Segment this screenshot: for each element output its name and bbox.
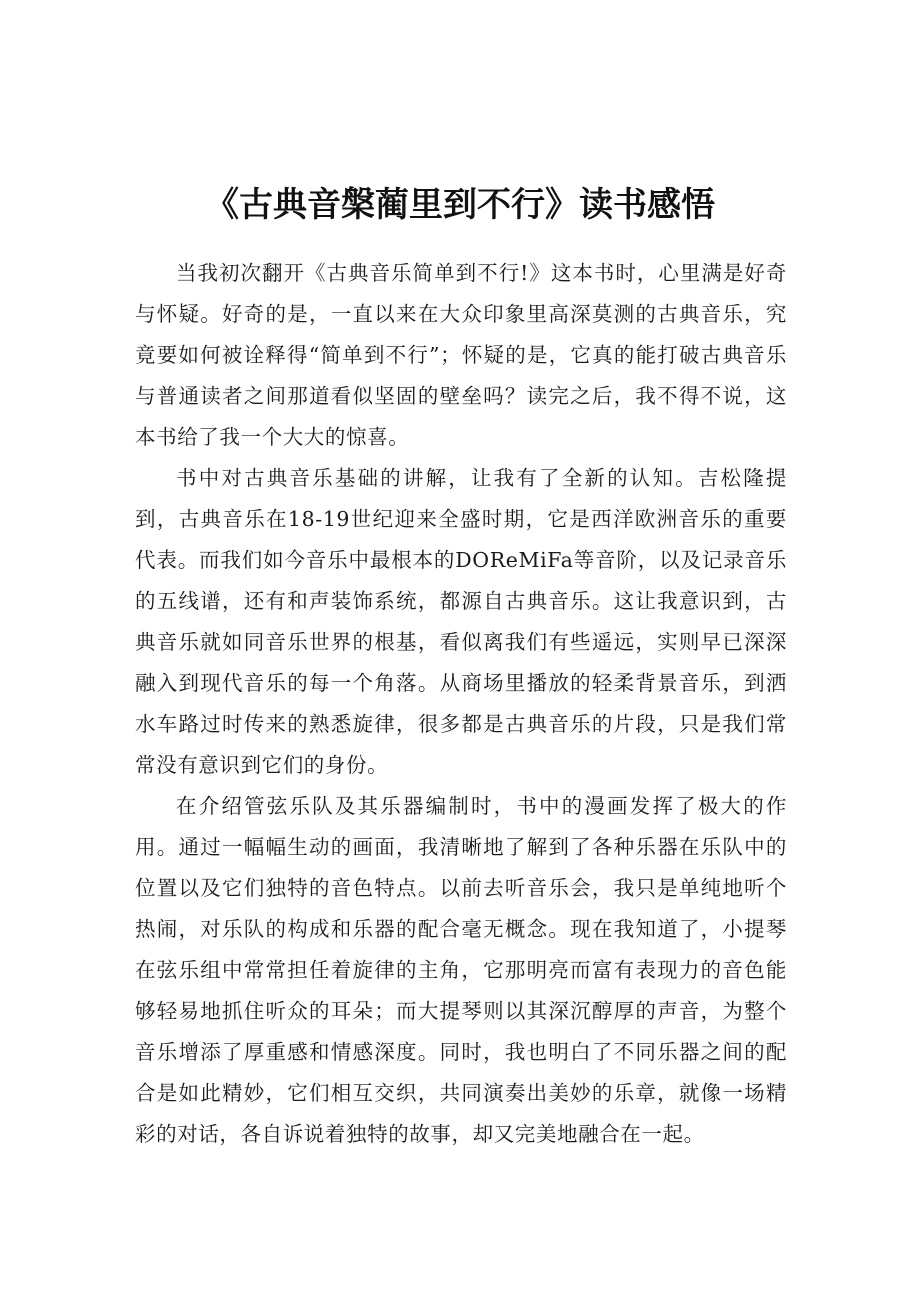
paragraph-2: 书中对古典音乐基础的讲解，让我有了全新的认知。吉松隆提到，古典音乐在18-19世纪迎来全盛时期，它是西洋欧洲音乐的重要代表。而我们如今音乐中最根本的DOReMiFa等音阶，以及记录音乐的五线谱，还有和声装饰系统，都源自古典音乐。这让我意识到，古典音乐就如同音乐世界的根基，看似离我们有些遥远，实则早已深深融入到现代音乐的每一个角落。从商场里播放的轻柔背景音乐，到洒水车路过时传来的熟悉旋律，很多都是古典音乐的片段，只是我们常常没有意识到它们的身份。 [135, 466, 787, 777]
document-title: 《古典音槃蔺里到不行》读书感悟 [205, 185, 715, 225]
paragraph-1: 当我初次翻开《古典音乐简单到不行!》这本书时，心里满是好奇与怀疑。好奇的是，一直以来在大众印象里高深莫测的古典音乐，究竟要如何被诠释得“简单到不行”；怀疑的是，它真的能打破古典音乐与普通读者之间那道看似坚固的壁垒吗？读完之后，我不得不说，这本书给了我一个大大的惊喜。 [135, 261, 787, 449]
paragraph-3: 在介绍管弦乐队及其乐器编制时，书中的漫画发挥了极大的作用。通过一幅幅生动的画面，我清晰地了解到了各种乐器在乐队中的位置以及它们独特的音色特点。以前去听音乐会，我只是单纯地听个热闹，对乐队的构成和乐器的配合毫无概念。现在我知道了，小提琴在弦乐组中常常担任着旋律的主角，它那明亮而富有表现力的音色能够轻易地抓住听众的耳朵；而大提琴则以其深沉醇厚的声音，为整个音乐增添了厚重感和情感深度。同时，我也明白了不同乐器之间的配合是如此精妙，它们相互交织，共同演奏出美妙的乐章，就像一场精彩的对话，各自诉说着独特的故事，却又完美地融合在一起。 [135, 794, 787, 1146]
document-body [135, 253, 787, 1155]
